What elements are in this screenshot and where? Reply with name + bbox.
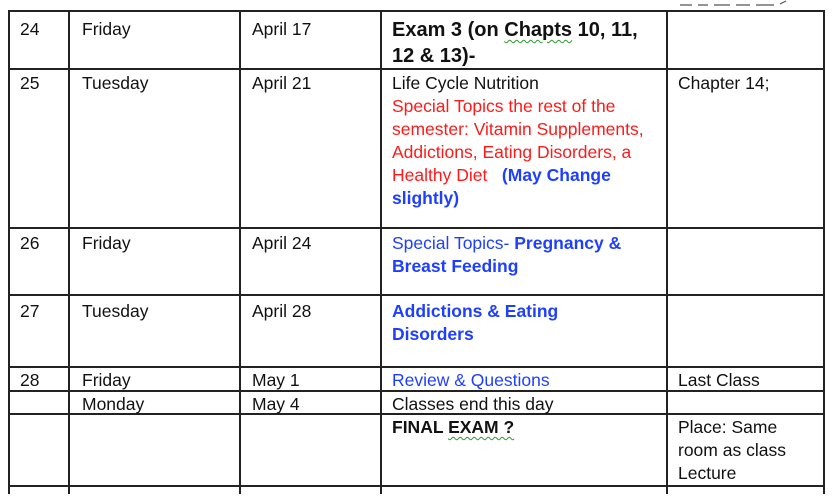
session-number: 24 <box>20 19 40 39</box>
cropped-text-fragment <box>676 0 796 8</box>
spellcheck-word: EXAM ? <box>448 417 515 437</box>
session-notes: Last Class <box>678 370 760 390</box>
topic-note: (May Change slightly) <box>392 165 611 208</box>
session-day: Friday <box>82 370 131 390</box>
session-day: Friday <box>82 19 131 39</box>
topic-text: Exam 3 (on <box>392 19 505 41</box>
session-day: Friday <box>82 233 131 253</box>
session-date: April 28 <box>252 301 312 321</box>
row-divider <box>8 10 825 12</box>
session-topic <box>392 416 514 439</box>
row-divider <box>8 227 825 229</box>
topic-bold: Pregnancy & Breast Feeding <box>392 233 622 276</box>
column-divider <box>8 10 10 494</box>
session-date: April 21 <box>252 73 312 93</box>
session-day: Tuesday <box>82 73 149 93</box>
session-date: April 17 <box>252 19 312 39</box>
session-number: 27 <box>20 301 40 321</box>
session-notes: Place: Same room as class Lecture <box>678 417 786 483</box>
topic-special: Special Topics the rest of the semester: Vitamin Supplements, Addictions, Eating Disorders, a Healthy Diet <box>392 96 644 185</box>
topic-text: Life Cycle Nutrition <box>392 73 539 93</box>
session-notes: Chapter 14; <box>678 73 770 93</box>
session-day: Tuesday <box>82 301 149 321</box>
column-divider <box>823 10 825 494</box>
row-divider <box>8 485 825 487</box>
column-divider <box>239 10 241 494</box>
topic-text: FINAL <box>392 417 449 437</box>
spellcheck-word: Chapts <box>504 19 573 41</box>
session-topic: Classes end this day <box>392 394 554 414</box>
row-divider <box>8 366 825 368</box>
column-divider <box>666 10 668 494</box>
session-topic <box>392 72 660 210</box>
session-topic: Addictions & Eating Disorders <box>392 301 559 344</box>
topic-text: 10, 11, 12 & 13)- <box>392 19 638 67</box>
topic-text: Special Topics- <box>392 233 515 253</box>
session-day: Monday <box>82 394 145 414</box>
column-divider <box>68 10 70 494</box>
row-divider <box>8 294 825 296</box>
session-number: 28 <box>20 370 40 390</box>
column-divider <box>380 10 382 494</box>
session-topic <box>392 17 660 69</box>
session-topic <box>392 232 660 278</box>
session-topic: Review & Questions <box>392 370 550 390</box>
session-number: 25 <box>20 73 40 93</box>
session-date: May 4 <box>252 394 300 414</box>
session-date: May 1 <box>252 370 300 390</box>
session-number: 26 <box>20 233 40 253</box>
session-date: April 24 <box>252 233 312 253</box>
